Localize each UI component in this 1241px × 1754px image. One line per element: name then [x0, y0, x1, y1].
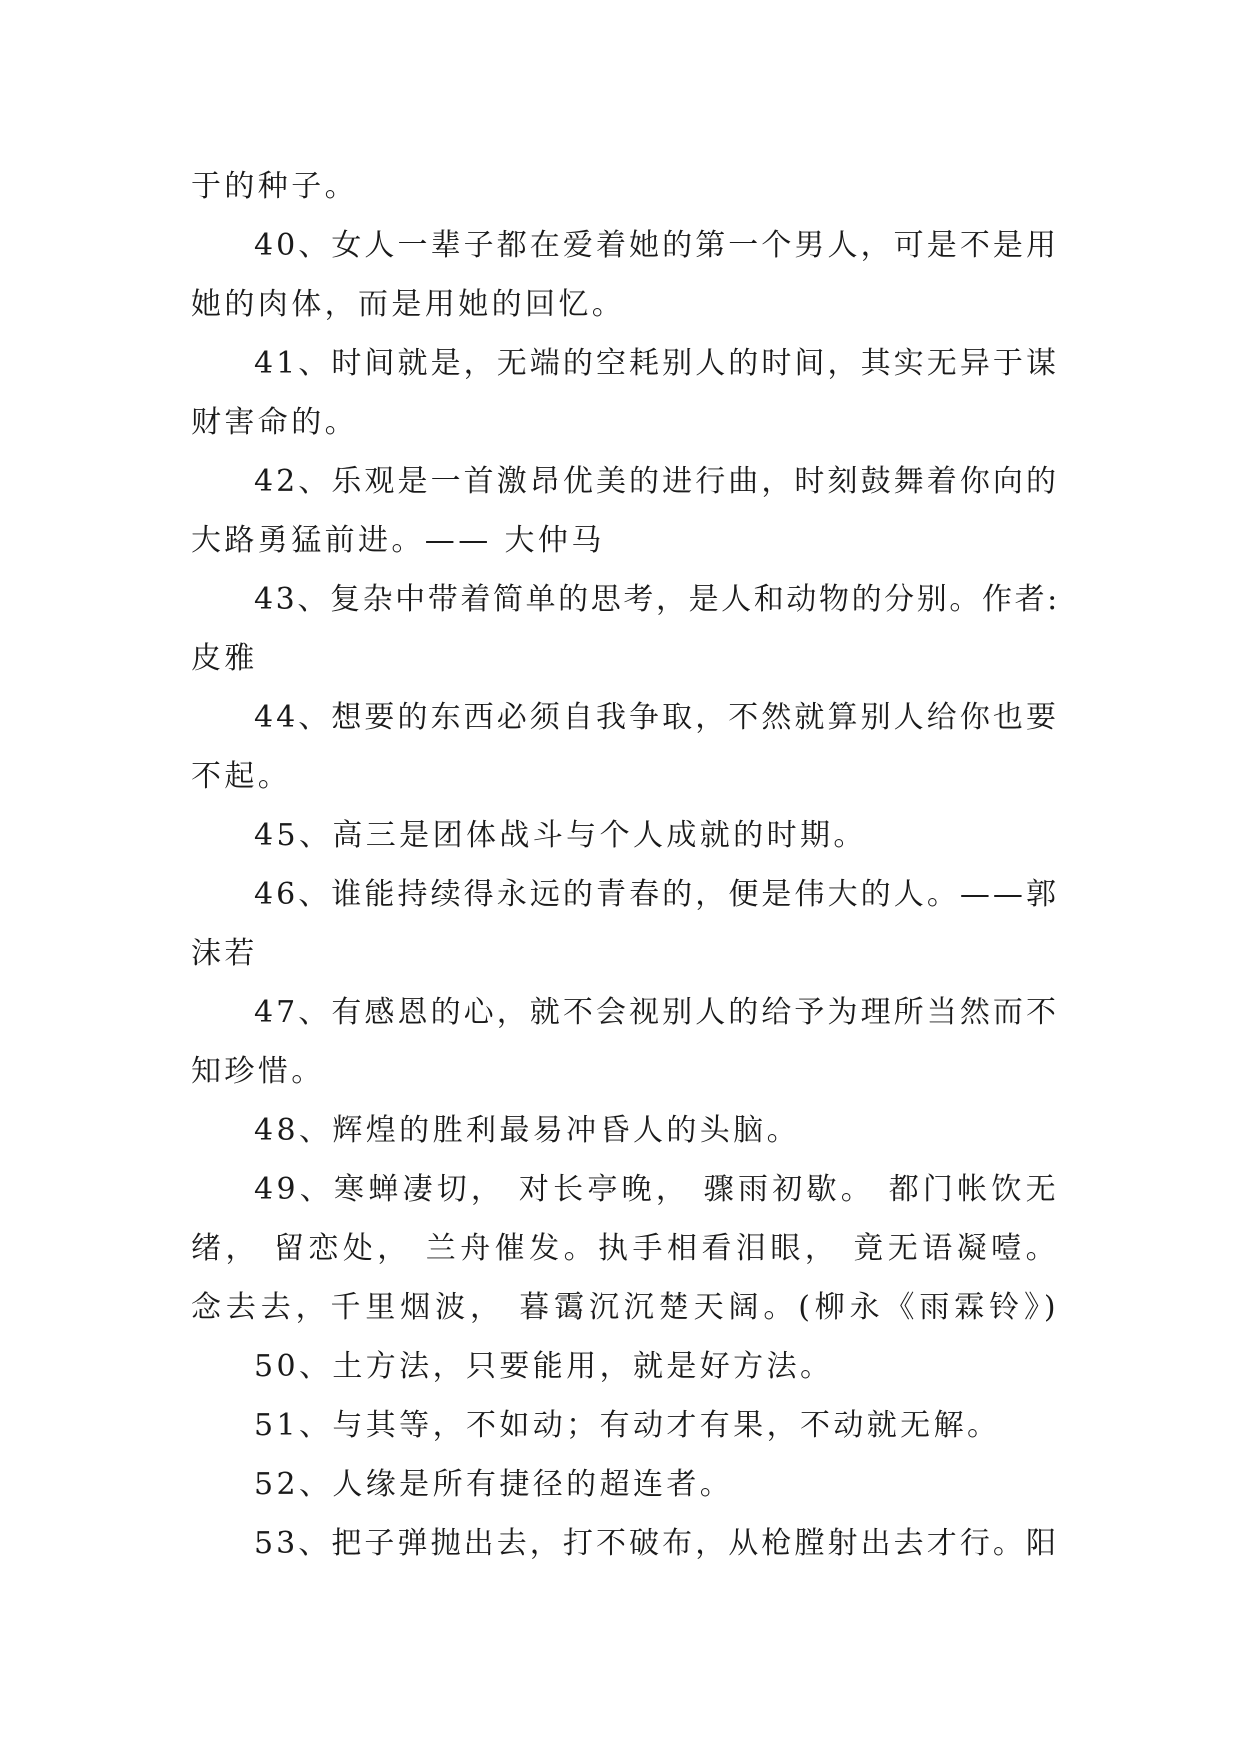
text-line: 于的种子。: [191, 169, 358, 204]
text-line: 44、想要的东西必须自我争取，不然就算别人给你也要: [254, 700, 1059, 735]
text-line: 42、乐观是一首激昂优美的进行曲，时刻鼓舞着你向的: [254, 464, 1059, 499]
text-line: 48、辉煌的胜利最易冲昏人的头脑。: [254, 1113, 800, 1148]
text-line: 大路勇猛前进。—— 大仲马: [191, 523, 605, 558]
text-line: 40、女人一辈子都在爱着她的第一个男人，可是不是用: [254, 228, 1059, 263]
text-line: 49、寒蝉凄切， 对长亭晚， 骤雨初歇。 都门帐饮无: [254, 1172, 1059, 1207]
text-line: 41、时间就是，无端的空耗别人的时间，其实无异于谋: [254, 346, 1059, 381]
text-line: 50、土方法，只要能用，就是好方法。: [254, 1349, 834, 1384]
text-line: 51、与其等，不如动；有动才有果，不动就无解。: [254, 1408, 1001, 1443]
text-line: 皮雅: [191, 641, 258, 676]
text-line: 53、把子弹抛出去，打不破布，从枪膛射出去才行。阳: [254, 1526, 1059, 1561]
text-line: 45、高三是团体战斗与个人成就的时期。: [254, 818, 867, 853]
text-line: 46、谁能持续得永远的青春的，便是伟大的人。——郭: [254, 877, 1059, 912]
text-line: 52、人缘是所有捷径的超连者。: [254, 1467, 734, 1502]
text-line: 绪， 留恋处， 兰舟催发。执手相看泪眼， 竟无语凝噎。: [191, 1231, 1059, 1266]
text-line: 知珍惜。: [191, 1054, 325, 1089]
text-line: 财害命的。: [191, 405, 358, 440]
text-line: 47、有感恩的心，就不会视别人的给予为理所当然而不: [254, 995, 1059, 1030]
text-line: 她的肉体，而是用她的回忆。: [191, 287, 626, 322]
text-line: 沫若: [191, 936, 258, 971]
text-line: 43、复杂中带着简单的思考，是人和动物的分别。作者:: [254, 582, 1060, 617]
text-line: 念去去，千里烟波， 暮霭沉沉楚天阔。(柳永《雨霖铃》): [191, 1290, 1059, 1325]
document-body: [191, 157, 1059, 1573]
text-line: 不起。: [191, 759, 292, 794]
